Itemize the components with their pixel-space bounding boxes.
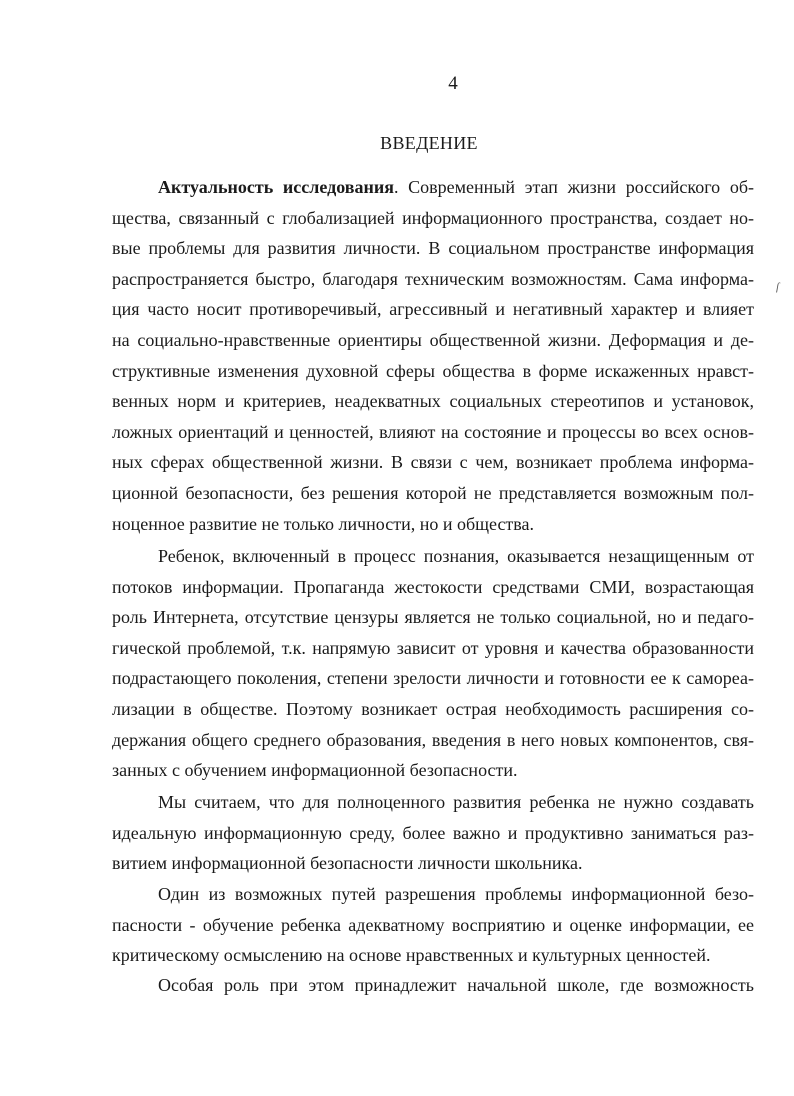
bold-lead-term: Актуальность исследования: [158, 177, 394, 197]
text-line: венных норм и критериев, неадекватных социальных стереотипов и установок,: [112, 391, 754, 412]
paragraph-relevance: [112, 172, 754, 539]
text-line: вые проблемы для развития личности. В социальном пространстве информация: [112, 238, 754, 259]
margin-mark: ſ: [776, 281, 780, 293]
paragraph-primary-school: [112, 970, 754, 1001]
text-line: витием информационной безопасности личности школьника.: [112, 853, 583, 874]
text-line: Один из возможных путей разрешения проблемы информационной безо-: [158, 884, 754, 904]
text-line: подрастающего поколения, степени зрелости личности и готовности ее к самореа-: [112, 668, 754, 689]
text-line: щества, связанный с глобализацией информационного пространства, создает но-: [112, 207, 754, 228]
text-line: критическому осмыслению на основе нравственных и культурных ценностей.: [112, 945, 711, 966]
text-line: роль Интернета, отсутствие цензуры является не только социальной, но и педаго-: [112, 607, 754, 628]
text-line: держания общего среднего образования, введения в него новых компонентов, свя-: [112, 729, 754, 750]
text-line: ционной безопасности, без решения которой не представляется возможным пол-: [112, 482, 754, 503]
text-line: ложных ориентаций и ценностей, влияют на состояние и процессы во всех основ-: [112, 421, 754, 442]
text-line: на социально-нравственные ориентиры общественной жизни. Деформация и де-: [112, 329, 754, 350]
text-line: идеальную информационную среду, более важно и продуктивно заниматься раз-: [112, 822, 754, 843]
text-line: Мы считаем, что для полноценного развития ребенка не нужно создавать: [158, 792, 754, 812]
text-line: пасности - обучение ребенка адекватному восприятию и оценке информации, ее: [112, 914, 754, 935]
text-line: гической проблемой, т.к. напрямую зависит от уровня и качества образованности: [112, 637, 754, 658]
text-line: потоков информации. Пропаганда жестокости средствами СМИ, возрастающая: [112, 576, 754, 597]
text-line: распространяется быстро, благодаря техническим возможностям. Сама информа-: [112, 268, 754, 289]
paragraph-solution: [112, 879, 754, 971]
text-line: занных с обучением информационной безопасности.: [112, 760, 518, 781]
text-line: Особая роль при этом принадлежит начальной школе, где возможность: [158, 975, 754, 995]
text-line: ных сферах общественной жизни. В связи с чем, возникает проблема информа-: [112, 452, 754, 473]
page-number: 4: [448, 73, 458, 94]
section-heading: ВВЕДЕНИЕ: [380, 133, 478, 153]
text-line: Актуальность исследования. Современный этап жизни российского об-: [158, 177, 755, 197]
text-line: лизации в обществе. Поэтому возникает острая необходимость расширения со-: [112, 698, 754, 719]
paragraph-opinion: [112, 787, 754, 879]
paragraph-child-information: [112, 541, 754, 786]
text-line: ция часто носит противоречивый, агрессивный и негативный характер и влияет: [112, 299, 754, 320]
text-line: структивные изменения духовной сферы общества в форме искаженных нравст-: [112, 360, 754, 381]
text-line: ноценное развитие не только личности, но и общества.: [112, 513, 535, 534]
text-line: Ребенок, включенный в процесс познания, оказывается незащищенным от: [158, 546, 754, 566]
